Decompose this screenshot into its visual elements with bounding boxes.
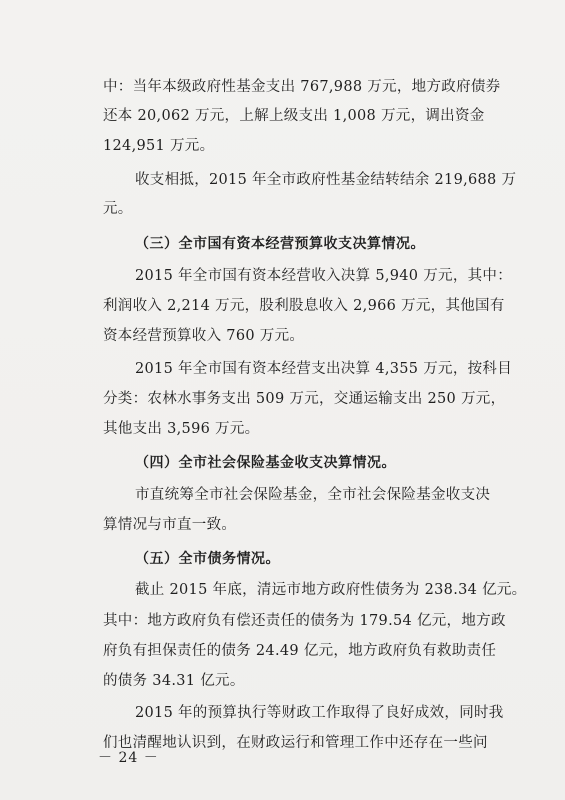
- paragraph-line: 府负有担保责任的债务 24.49 亿元，地方政府负有救助责任: [103, 643, 497, 659]
- paragraph-line: 124,951 万元。: [103, 138, 215, 154]
- section-heading: （三）全市国有资本经营预算收支决算情况。: [135, 236, 425, 252]
- page-number: － 24 －: [98, 750, 159, 766]
- paragraph-line: 还本 20,062 万元，上解上级支出 1,008 万元，调出资金: [103, 108, 485, 124]
- paragraph-line: 的债务 34.31 亿元。: [103, 673, 245, 689]
- paragraph-line: 截止 2015 年底，清远市地方政府性债务为 238.34 亿元。: [135, 582, 527, 598]
- paragraph-line: 2015 年全市国有资本经营收入决算 5,940 万元，其中：: [135, 268, 513, 284]
- section-heading: （五）全市债务情况。: [135, 551, 280, 567]
- paragraph-line: 分类：农林水事务支出 509 万元，交通运输支出 250 万元，: [103, 391, 506, 407]
- paragraph-line: 算情况与市直一致。: [103, 517, 237, 533]
- paragraph-line: 收支相抵，2015 年全市政府性基金结转结余 219,688 万: [135, 172, 517, 188]
- paragraph-line: 2015 年全市国有资本经营支出决算 4,355 万元，按科目: [135, 361, 513, 377]
- paragraph-line: 元。: [103, 201, 133, 217]
- paragraph-line: 利润收入 2,214 万元，股利股息收入 2,966 万元，其他国有: [103, 298, 505, 314]
- paragraph-line: 中：当年本级政府性基金支出 767,988 万元，地方政府债券: [103, 79, 501, 95]
- paragraph-line: 2015 年的预算执行等财政工作取得了良好成效，同时我: [135, 705, 504, 721]
- paragraph-line: 们也清醒地认识到，在财政运行和管理工作中还存在一些问: [103, 735, 488, 751]
- paragraph-line: 市直统筹全市社会保险基金，全市社会保险基金收支决: [135, 487, 491, 503]
- paragraph-line: 其中：地方政府负有偿还责任的债务为 179.54 亿元，地方政: [103, 613, 506, 629]
- paragraph-line: 资本经营预算收入 760 万元。: [103, 328, 305, 344]
- paragraph-line: 其他支出 3,596 万元。: [103, 421, 260, 437]
- section-heading: （四）全市社会保险基金收支决算情况。: [135, 455, 396, 471]
